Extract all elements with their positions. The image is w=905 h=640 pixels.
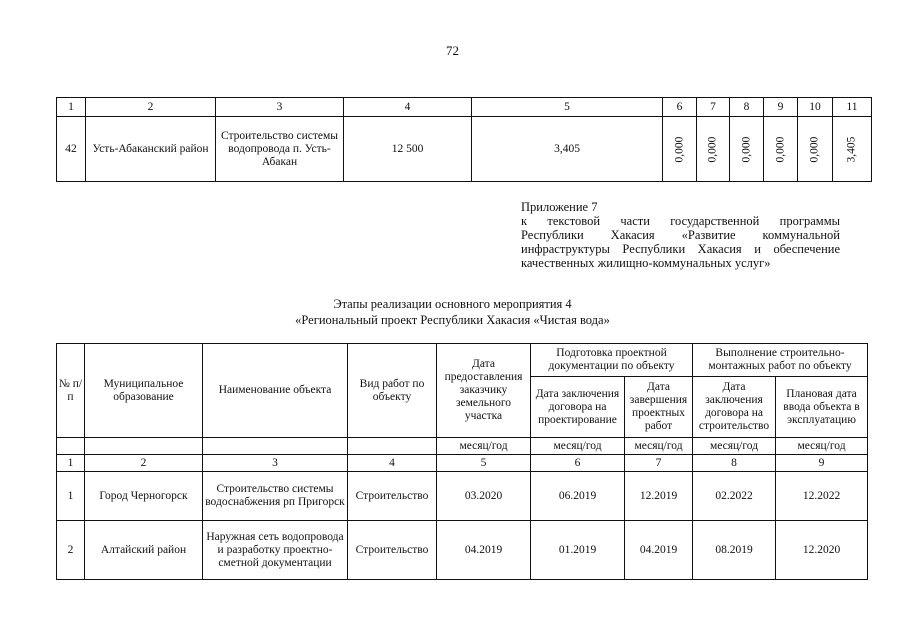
top-header-cell: 5 xyxy=(472,98,663,117)
header-row-group xyxy=(57,344,868,377)
value-cell xyxy=(798,117,833,182)
vertical-value: 3,405 xyxy=(845,136,858,162)
title-line: «Региональный проект Республики Хакасия «Чистая вода» xyxy=(295,313,610,327)
column-number: 6 xyxy=(531,455,625,472)
unit-cell xyxy=(203,438,348,455)
column-number-row xyxy=(57,455,868,472)
header-object-name: Наименование объекта xyxy=(203,344,348,438)
design-end-cell: 04.2019 xyxy=(625,521,693,580)
column-number: 5 xyxy=(437,455,531,472)
top-header-cell: 7 xyxy=(697,98,730,117)
column-number: 2 xyxy=(85,455,203,472)
vertical-value: 0,000 xyxy=(673,136,685,162)
top-header-cell: 2 xyxy=(86,98,216,117)
main-table xyxy=(56,343,868,580)
unit-cell: месяц/год xyxy=(531,438,625,455)
row-number: 1 xyxy=(57,472,85,521)
commission-cell: 12.2020 xyxy=(776,521,868,580)
vertical-value: 0,000 xyxy=(774,136,786,162)
district-cell: Усть-Абаканский район xyxy=(86,117,216,182)
row-number: 2 xyxy=(57,521,85,580)
appendix-line: инфраструктуры Республики Хакасия и обеспечение xyxy=(521,242,840,256)
value-cell xyxy=(730,117,764,182)
work-type-cell: Строительство xyxy=(348,521,437,580)
design-contract-cell: 01.2019 xyxy=(531,521,625,580)
appendix-line: качественных жилищно-коммунальных услуг» xyxy=(521,256,771,270)
table-row xyxy=(57,117,872,182)
object-cell: Строительство системы водоснабжения рп Пригорск xyxy=(203,472,348,521)
header-municipality: Муниципальное образование xyxy=(85,344,203,438)
build-contract-cell: 02.2022 xyxy=(693,472,776,521)
header-design-end: Дата завершения проектных работ xyxy=(625,377,693,438)
unit-cell xyxy=(348,438,437,455)
value-cell: 3,405 xyxy=(472,117,663,182)
design-end-cell: 12.2019 xyxy=(625,472,693,521)
header-num: № п/п xyxy=(57,344,85,438)
work-type-cell: Строительство xyxy=(348,472,437,521)
top-header-cell: 4 xyxy=(344,98,472,117)
header-land-date: Дата предоставления заказчику земельного участка xyxy=(437,344,531,438)
value-cell xyxy=(663,117,697,182)
column-number: 9 xyxy=(776,455,868,472)
column-number: 1 xyxy=(57,455,85,472)
column-number: 8 xyxy=(693,455,776,472)
appendix-line: к текстовой части государственной программы xyxy=(521,214,840,228)
header-work-type: Вид работ по объекту xyxy=(348,344,437,438)
top-header-cell: 3 xyxy=(216,98,344,117)
municipality-cell: Алтайский район xyxy=(85,521,203,580)
appendix-line: Республики Хакасия «Развитие коммунальной xyxy=(521,228,840,242)
top-header-cell: 8 xyxy=(730,98,764,117)
title-line: Этапы реализации основного мероприятия 4 xyxy=(333,297,572,311)
top-table xyxy=(56,97,872,182)
municipality-cell: Город Черногорск xyxy=(85,472,203,521)
header-build-group: Выполнение строительно-монтажных работ по объекту xyxy=(693,344,868,377)
column-number: 7 xyxy=(625,455,693,472)
top-header-cell: 1 xyxy=(57,98,86,117)
header-design-group: Подготовка проектной документации по объекту xyxy=(531,344,693,377)
unit-row xyxy=(57,438,868,455)
column-number: 3 xyxy=(203,455,348,472)
object-cell: Наружная сеть водопровода и разработку проектно-сметной документации xyxy=(203,521,348,580)
unit-cell xyxy=(85,438,203,455)
appendix-line: Приложение 7 xyxy=(521,200,598,214)
value-cell xyxy=(833,117,872,182)
land-date-cell: 04.2019 xyxy=(437,521,531,580)
unit-cell: месяц/год xyxy=(693,438,776,455)
top-header-cell: 10 xyxy=(798,98,833,117)
build-contract-cell: 08.2019 xyxy=(693,521,776,580)
unit-cell xyxy=(57,438,85,455)
header-build-contract: Дата заключения договора на строительство xyxy=(693,377,776,438)
unit-cell: месяц/год xyxy=(776,438,868,455)
appendix-note xyxy=(521,200,840,270)
row-number: 42 xyxy=(57,117,86,182)
commission-cell: 12.2022 xyxy=(776,472,868,521)
top-header-cell: 11 xyxy=(833,98,872,117)
page-number: 72 xyxy=(446,43,459,58)
value-cell: 12 500 xyxy=(344,117,472,182)
unit-cell: месяц/год xyxy=(625,438,693,455)
value-cell xyxy=(697,117,730,182)
column-number: 4 xyxy=(348,455,437,472)
object-cell: Строительство системы водопровода п. Усть-Абакан xyxy=(216,117,344,182)
value-cell xyxy=(764,117,798,182)
design-contract-cell: 06.2019 xyxy=(531,472,625,521)
unit-cell: месяц/год xyxy=(437,438,531,455)
vertical-value: 0,000 xyxy=(808,136,821,162)
top-header-cell: 9 xyxy=(764,98,798,117)
table-row xyxy=(57,521,868,580)
top-table-header-row xyxy=(57,98,872,117)
land-date-cell: 03.2020 xyxy=(437,472,531,521)
vertical-value: 0,000 xyxy=(740,136,752,162)
table-row xyxy=(57,472,868,521)
section-title xyxy=(0,296,905,328)
header-design-contract: Дата заключения договора на проектирование xyxy=(531,377,625,438)
header-commission: Плановая дата ввода объекта в эксплуатацию xyxy=(776,377,868,438)
top-header-cell: 6 xyxy=(663,98,697,117)
vertical-value: 0,000 xyxy=(706,136,719,162)
